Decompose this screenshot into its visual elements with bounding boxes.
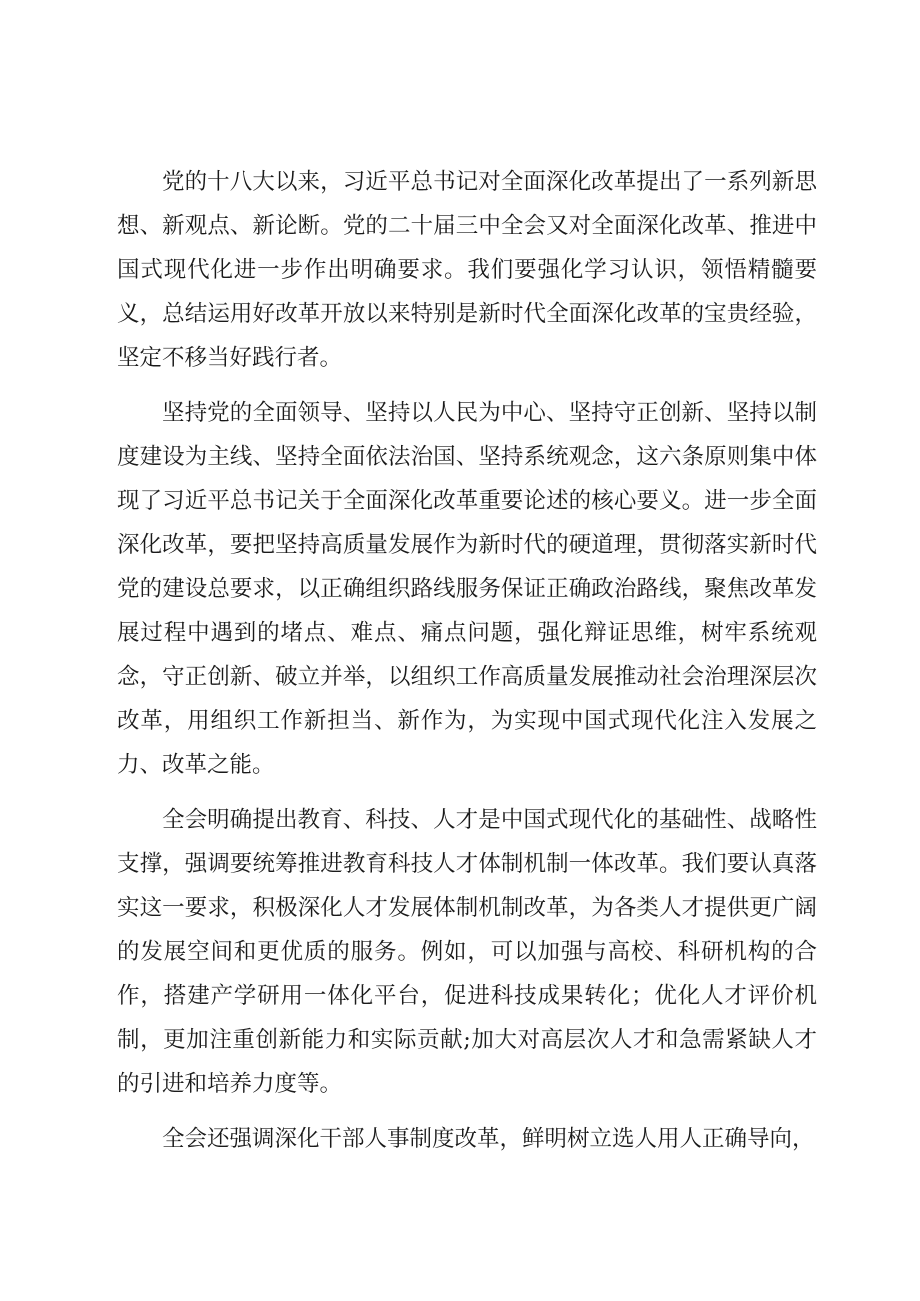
paragraph-1: 党的十八大以来，习近平总书记对全面深化改革提出了一系列新思想、新观点、新论断。党的二十届三中全会又对全面深化改革、推进中国式现代化进一步作出明确要求。我们要强化学习认识，领悟精髓要义，总结运用好改革开放以来特别是新时代全面深化改革的宝贵经验，坚定不移当好践行者。 bbox=[117, 169, 817, 371]
paragraph-2: 坚持党的全面领导、坚持以人民为中心、坚持守正创新、坚持以制度建设为主线、坚持全面依法治国、坚持系统观念，这六条原则集中体现了习近平总书记关于全面深化改革重要论述的核心要义。进一步全面深化改革，要把坚持高质量发展作为新时代的硬道理，贯彻落实新时代党的建设总要求，以正确组织路线服务保证正确政治路线，聚焦改革发展过程中遇到的堵点、难点、痛点问题，强化辩证思维，树牢系统观念，守正创新、破立并举，以组织工作高质量发展推动社会治理深层次改革，用组织工作新担当、新作为，为实现中国式现代化注入发展之力、改革之能。 bbox=[117, 400, 817, 778]
paragraph-3: 全会明确提出教育、科技、人才是中国式现代化的基础性、战略性支撑，强调要统筹推进教育科技人才体制机制一体改革。我们要认真落实这一要求，积极深化人才发展体制机制改革，为各类人才提供更广阔的发展空间和更优质的服务。例如，可以加强与高校、科研机构的合作，搭建产学研用一体化平台，促进科技成果转化；优化人才评价机制，更加注重创新能力和实际贡献;加大对高层次人才和急需紧缺人才的引进和培养力度等。 bbox=[117, 807, 817, 1097]
paragraph-4: 全会还强调深化干部人事制度改革，鲜明树立选人用人正确导向， bbox=[162, 1126, 815, 1152]
document-body bbox=[117, 160, 817, 1172]
